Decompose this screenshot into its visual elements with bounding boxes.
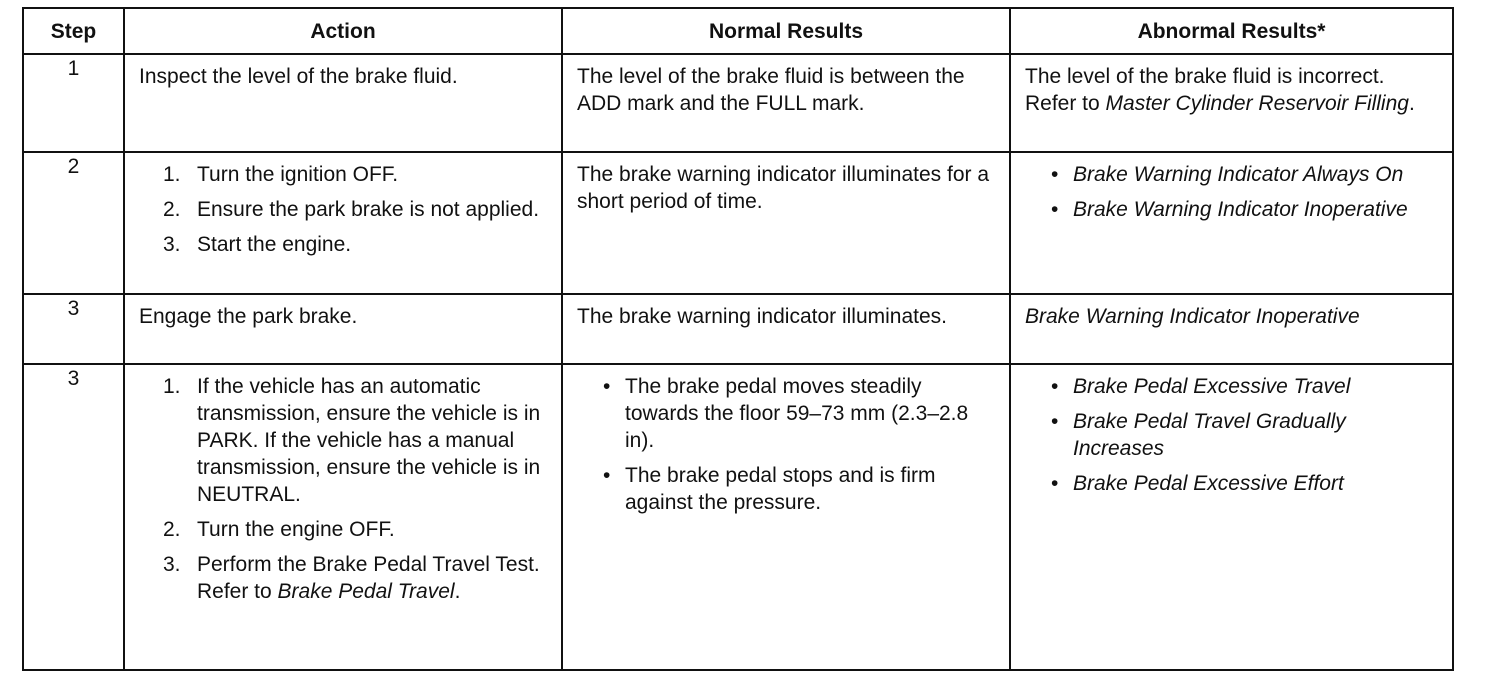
header-step: Step	[23, 8, 124, 54]
reference-link[interactable]: Brake Pedal Excessive Effort	[1073, 472, 1344, 495]
reference-link[interactable]: Master Cylinder Reservoir Filling	[1105, 92, 1409, 115]
header-abnormal-results: Abnormal Results*	[1010, 8, 1453, 54]
normal-text: The brake warning indicator illuminates for a short period of time.	[577, 163, 990, 213]
abnormal-cell	[1010, 152, 1453, 294]
step-number: 2	[23, 152, 124, 294]
list-item: 2. Ensure the park brake is not applied.	[163, 198, 540, 221]
abnormal-cell	[1010, 294, 1453, 364]
abnormal-list	[1025, 161, 1440, 223]
table-row	[23, 364, 1453, 670]
abnormal-text-lead: The level of the brake fluid is incorrect. Refer to	[1025, 65, 1385, 115]
list-item: • The brake pedal moves steadily towards the floor 59–73 mm (2.3–2.8 in).	[603, 375, 969, 452]
abnormal-cell	[1010, 54, 1453, 152]
normal-cell	[562, 294, 1010, 364]
action-cell	[124, 54, 562, 152]
step-number: 3	[23, 294, 124, 364]
list-item: • Brake Pedal Travel Gradually Increases	[1051, 410, 1346, 460]
reference-link[interactable]: Brake Warning Indicator Inoperative	[1025, 305, 1360, 328]
abnormal-list	[1025, 373, 1440, 497]
normal-text: The level of the brake fluid is between the ADD mark and the FULL mark.	[577, 65, 965, 115]
list-item: 3. Start the engine.	[163, 233, 352, 256]
step-number: 3	[23, 364, 124, 670]
list-item: • Brake Warning Indicator Inoperative	[1051, 198, 1408, 221]
normal-list	[577, 373, 997, 516]
action-list	[139, 373, 549, 605]
header-row	[23, 8, 1453, 54]
reference-link[interactable]: Brake Pedal Excessive Travel	[1073, 375, 1351, 398]
step-number: 1	[23, 54, 124, 152]
reference-link[interactable]: Brake Warning Indicator Inoperative	[1073, 198, 1408, 221]
reference-link[interactable]: Brake Warning Indicator Always On	[1073, 163, 1404, 186]
normal-cell	[562, 152, 1010, 294]
normal-cell	[562, 364, 1010, 670]
list-item: • Brake Warning Indicator Always On	[1051, 163, 1404, 186]
list-item: 1. Turn the ignition OFF.	[163, 163, 399, 186]
diagnostic-table	[22, 7, 1454, 671]
reference-link[interactable]: Brake Pedal Travel Gradually Increases	[1073, 410, 1346, 460]
abnormal-text	[1011, 55, 1452, 123]
action-text: Engage the park brake.	[139, 305, 358, 328]
list-item: 2. Turn the engine OFF.	[163, 518, 395, 541]
normal-text: The brake warning indicator illuminates.	[577, 305, 948, 328]
table-row	[23, 54, 1453, 152]
reference-link[interactable]: Brake Pedal Travel	[277, 580, 455, 603]
normal-cell	[562, 54, 1010, 152]
list-item: • Brake Pedal Excessive Effort	[1051, 472, 1344, 495]
action-text: Inspect the level of the brake fluid.	[139, 65, 458, 88]
action-cell	[124, 294, 562, 364]
table-row	[23, 152, 1453, 294]
list-item: 1. If the vehicle has an automatic transmission, ensure the vehicle is in PARK. If the vehicle has a manual transmission, ensure the vehicle is in NEUTRAL.	[163, 375, 541, 506]
header-action: Action	[124, 8, 562, 54]
list-item: • Brake Pedal Excessive Travel	[1051, 375, 1351, 398]
table-row	[23, 294, 1453, 364]
action-cell	[124, 152, 562, 294]
action-cell	[124, 364, 562, 670]
action-list	[139, 161, 549, 258]
header-normal-results: Normal Results	[562, 8, 1010, 54]
abnormal-text-end: .	[1408, 92, 1415, 115]
list-item: 3. Perform the Brake Pedal Travel Test. Refer to Brake Pedal Travel.	[163, 553, 540, 603]
list-item: • The brake pedal stops and is firm against the pressure.	[603, 464, 936, 514]
abnormal-cell	[1010, 364, 1453, 670]
